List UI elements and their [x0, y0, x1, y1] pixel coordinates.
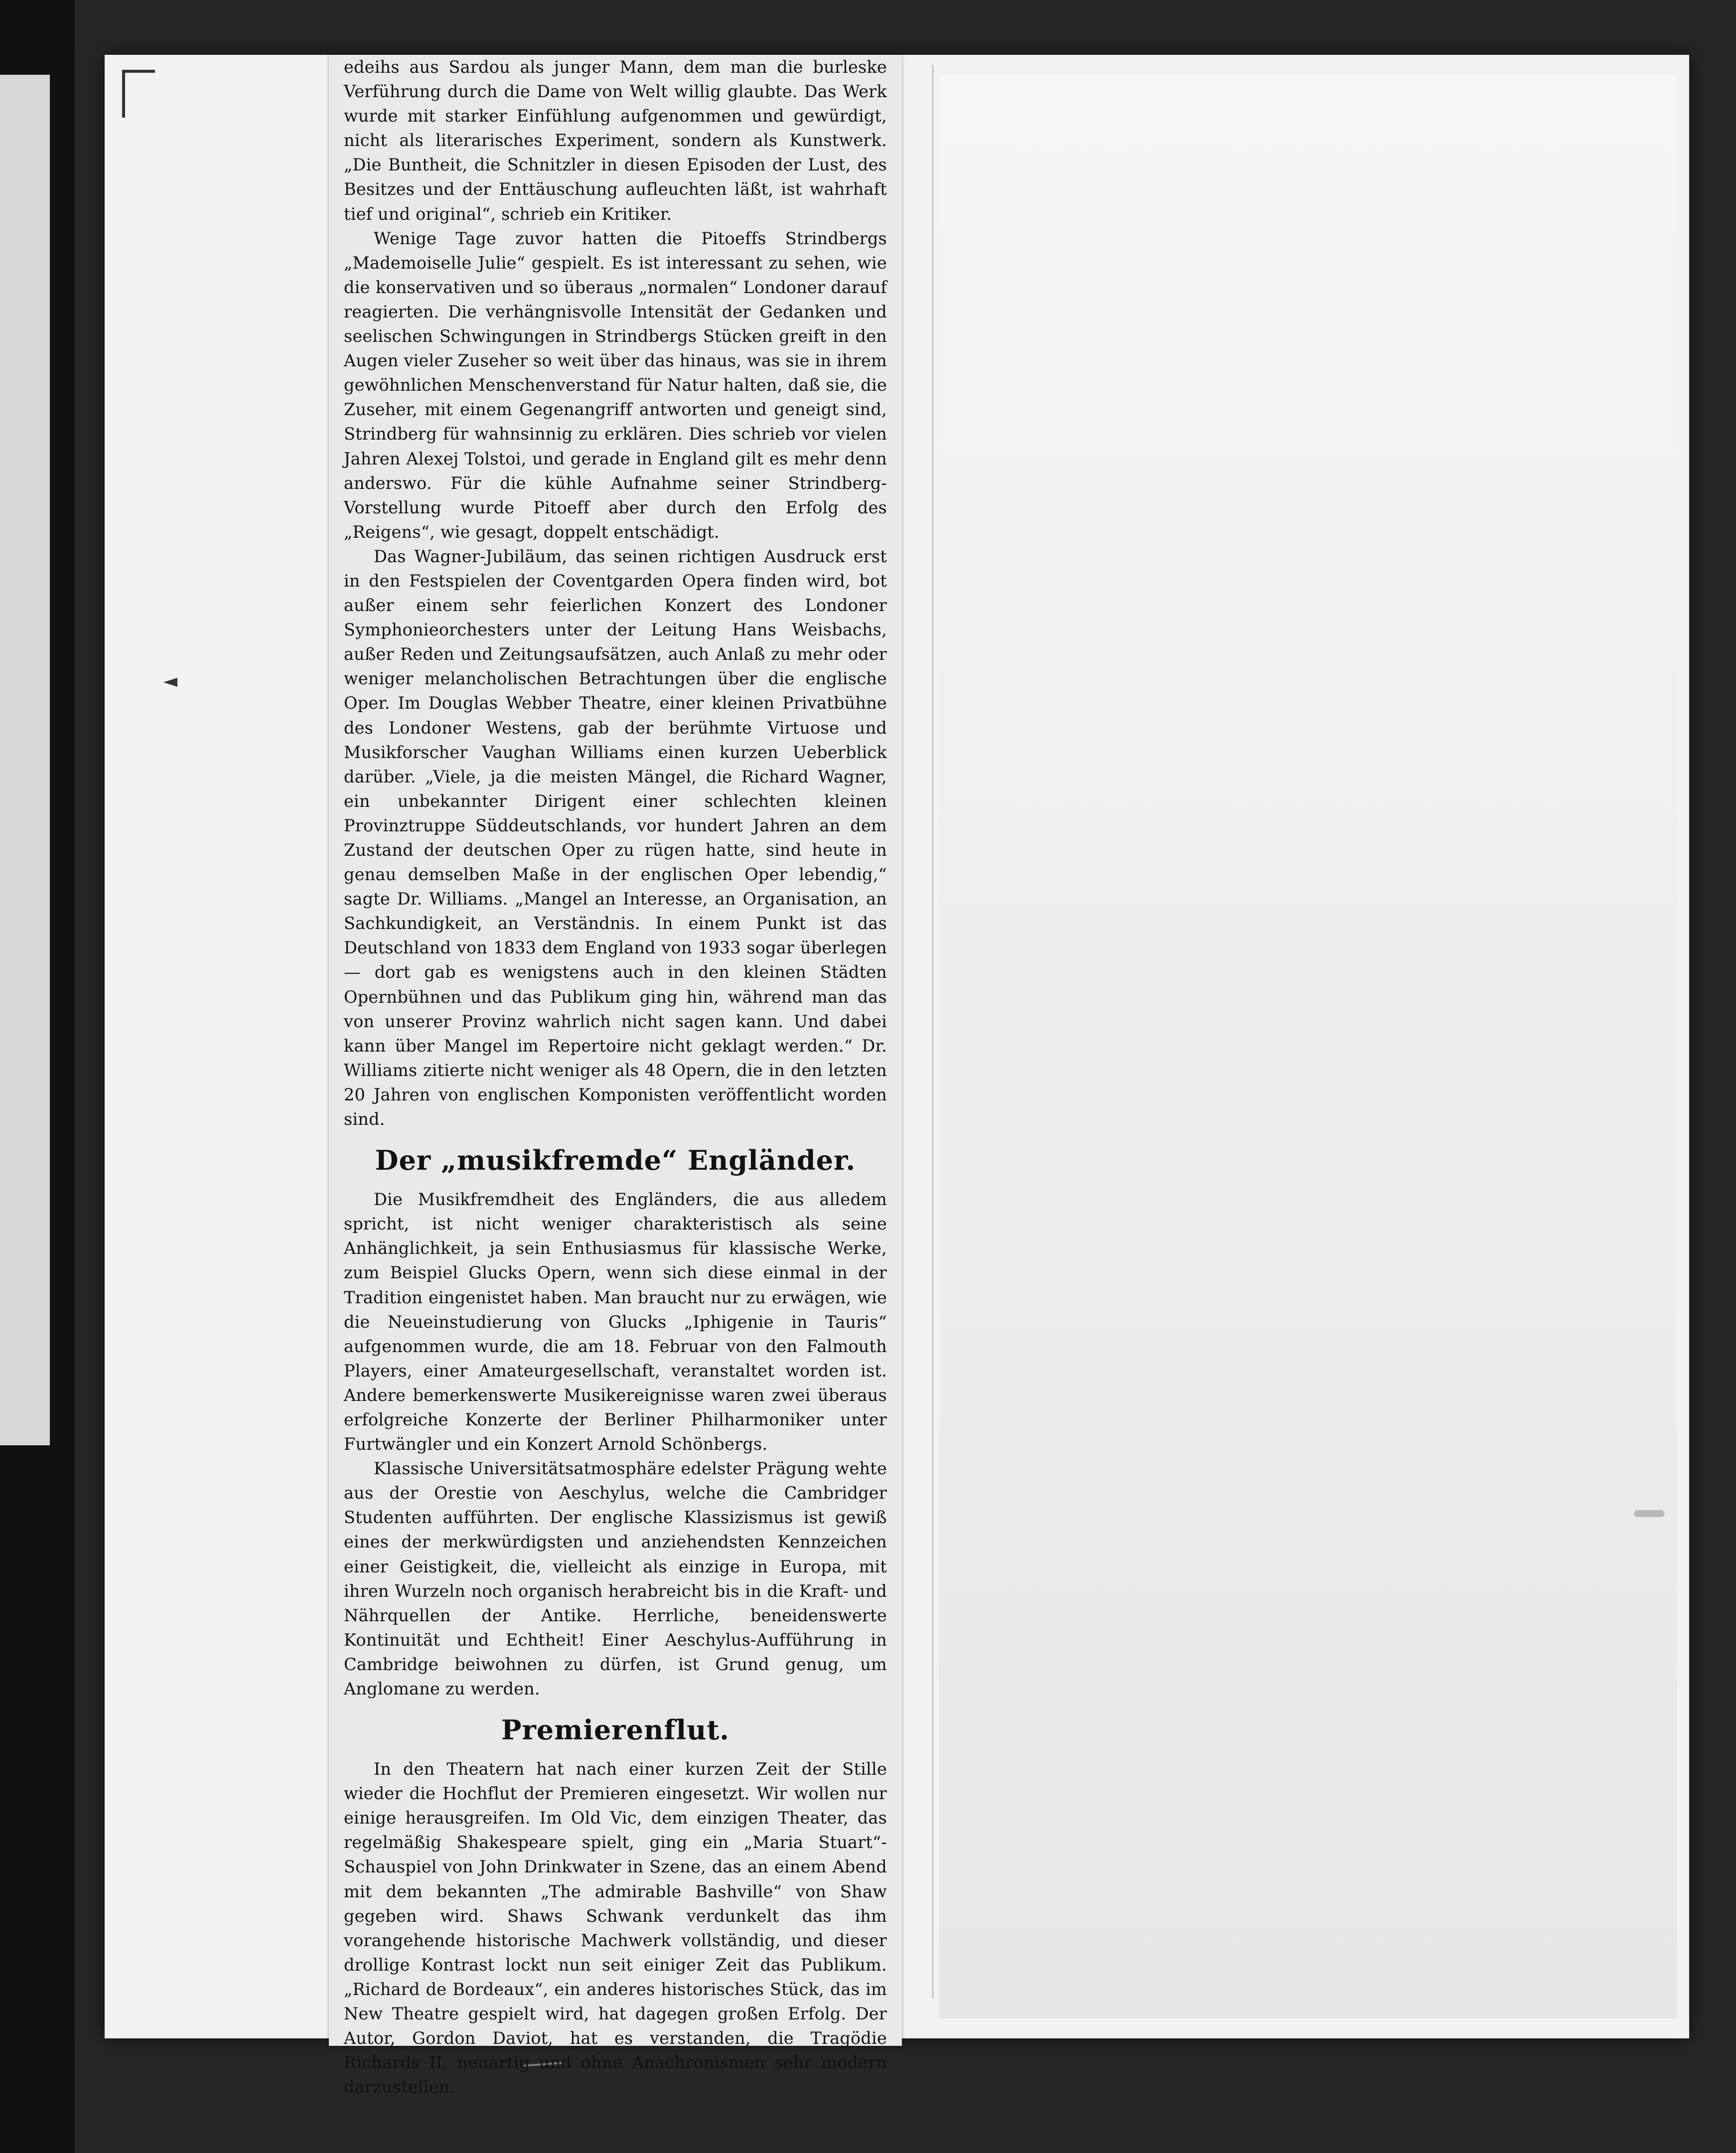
paragraph-1: edeihs aus Sardou als junger Mann, dem man die burleske Verführung durch die Dame von Welt willig glaubte. Das Werk wurde mit starker Einfühlung aufgenommen und gewürdigt, nicht als literarisches Experiment, sondern als Kunstwerk. „Die Buntheit, die Schnitzler in diesen Episoden der Lust, des Besitzes und der Enttäuschung aufleuchten läßt, ist wahrhaft tief und original“, schrieb ein Kritiker.: [344, 57, 887, 224]
newspaper-clipping: [329, 55, 902, 2097]
paper-speck: [1634, 1510, 1664, 1517]
blank-page-area: [939, 75, 1677, 2018]
adjacent-page-strip: [0, 75, 50, 1445]
paragraph-5: Klassische Universitätsatmosphäre edelster Prägung wehte aus der Orestie von Aeschylus, welche die Cambridger Studenten aufführten. Der englische Klassizismus ist gewiß eines der merkwürdigsten und anziehendsten Kennzeichen einer Geistigkeit, die, vielleicht als einzige in Europa, mit ihren Wurzeln noch organisch herabreicht bis in die Kraft- und Nährquellen der Antike. Herrliche, beneidenswerte Kontinuität und Echtheit! Einer Aeschylus-Aufführung in Cambridge beiwohnen zu dürfen, ist Grund genug, um Anglomane zu werden.: [344, 1459, 887, 1698]
section-heading-premierenflut: Premierenflut.: [501, 1714, 730, 1746]
clipping-column: [329, 55, 902, 2099]
corner-crop-mark: [122, 70, 155, 118]
paragraph-6: In den Theatern hat nach einer kurzen Zeit der Stille wieder die Hochflut der Premieren eingesetzt. Wir wollen nur einige herausgreifen. Im Old Vic, dem einzigen Theater, das regelmäßig Shakespeare spielt, ging ein „Maria Stuart“-Schauspiel von John Drinkwater in Szene, das an einem Abend mit dem bekannten „The admirable Bashville“ von Shaw gegeben wird. Shaws Schwank verdunkelt das ihm vorangehende historische Machwerk vollständig, und dieser drollige Kontrast lockt nun seit einiger Zeit das Publikum. „Richard de Bordeaux“, ein anderes historisches Stück, das im New Theatre gespielt wird, hat dagegen großen Erfolg. Der Autor, Gordon Daviot, hat es verstanden, die Tragödie Richards II. neuartig und ohne Anachronismen sehr modern darzustellen.: [344, 1759, 887, 2097]
paragraph-2: Wenige Tage zuvor hatten die Pitoeffs Strindbergs „Mademoiselle Julie“ gespielt. Es ist interessant zu sehen, wie die konservativen und so überaus „normalen“ Londoner darauf reagierten. Die verhängnisvolle Intensität der Gedanken und seelischen Schwingungen in Strindbergs Stücken greift in den Augen vieler Zuseher so weit über das hinaus, was sie in ihrem gewöhnlichen Menschenverstand für Natur halten, daß sie, die Zuseher, mit einem Gegenangriff antworten und geneigt sind, Strindberg für wahnsinnig zu erklären. Dies schrieb vor vielen Jahren Alexej Tolstoi, und gerade in England gilt es mehr denn anderswo. Für die kühle Aufnahme seiner Strindberg-Vorstellung wurde Pitoeff aber durch den Erfolg des „Reigens“, wie gesagt, doppelt entschädigt.: [344, 228, 887, 542]
page-gutter: [932, 65, 934, 1999]
margin-arrow-mark: [163, 678, 177, 687]
paragraph-4: Die Musikfremdheit des Engländers, die aus alledem spricht, ist nicht weniger charakteristisch als seine Anhänglichkeit, ja sein Enthusiasmus für klassische Werke, zum Beispiel Glucks Opern, wenn sich diese einmal in der Tradition eingenistet haben. Man braucht nur zu erwägen, wie die Neueinstudierung von Glucks „Iphigenie in Tauris“ aufgenommen wurde, die am 18. Februar von den Falmouth Players, einer Amateurgesellschaft, veranstaltet worden ist. Andere bemerkenswerte Musikereignisse waren zwei überaus erfolgreiche Konzerte der Berliner Philharmoniker unter Furtwängler und ein Konzert Arnold Schönbergs.: [344, 1190, 887, 1454]
paragraph-3: Das Wagner-Jubiläum, das seinen richtigen Ausdruck erst in den Festspielen der Coventgarden Opera finden wird, bot außer einem sehr feierlichen Konzert des Londoner Symphonieorchesters unter der Leitung Hans Weisbachs, außer Reden und Zeitungsaufsätzen, auch Anlaß zu mehr oder weniger melancholischen Betrachtungen über die englische Oper. Im Douglas Webber Theatre, einer kleinen Privatbühne des Londoner Westens, gab der berühmte Virtuose und Musikforscher Vaughan Williams einen kurzen Ueberblick darüber. „Viele, ja die meisten Mängel, die Richard Wagner, ein unbekannter Dirigent einer schlechten kleinen Provinztruppe Süddeutschlands, vor hundert Jahren an dem Zustand der deutschen Oper zu rügen hatte, sind heute in genau demselben Maße in der englischen Oper lebendig,“ sagte Dr. Williams. „Mangel an Interesse, an Organisation, an Sachkundigkeit, an Verständnis. In einem Punkt ist das Deutschland von 1833 dem England von 1933 sogar überlegen — dort gab es wenigstens auch in den kleinen Städten Opernbühnen und das Publikum ging hin, während man das von unserer Provinz wahrlich nicht sagen kann. Und dabei kann über Mangel im Repertoire nicht geklagt werden.“ Dr. Williams zitierte nicht weniger als 48 Opern, die in den letzten 20 Jahren von englischen Komponisten veröffentlicht worden sind.: [344, 546, 887, 1129]
section-heading-musikfremde: Der „musikfremde“ Engländer.: [375, 1144, 856, 1177]
